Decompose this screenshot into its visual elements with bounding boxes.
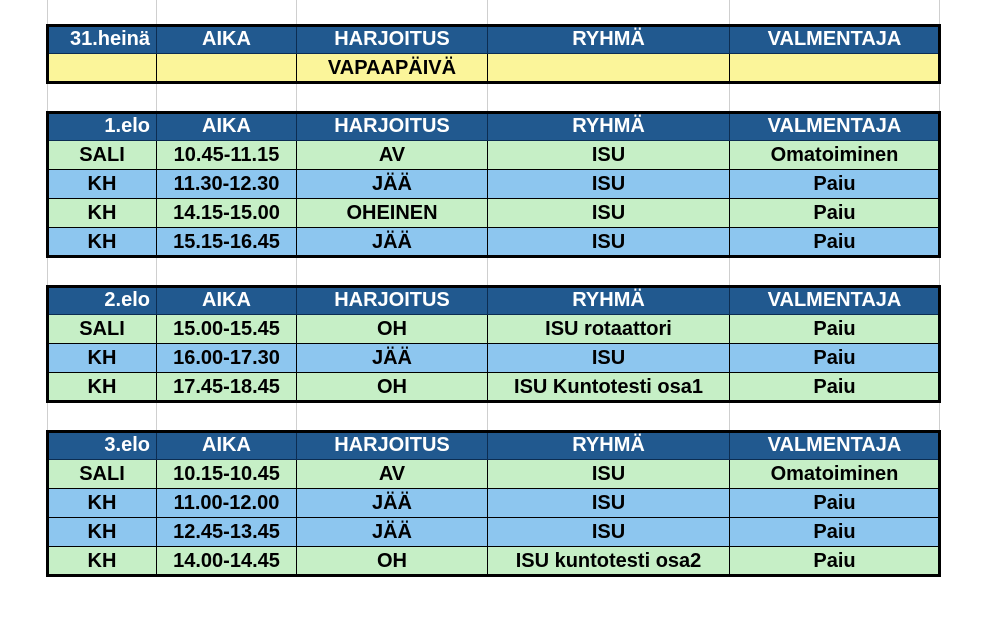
empty-cell [488,402,730,431]
exercise-cell: JÄÄ [297,518,488,547]
col-time-header: AIKA [157,112,297,141]
exercise-cell: AV [297,460,488,489]
time-cell: 11.00-12.00 [157,489,297,518]
exercise-cell: OH [297,547,488,576]
exercise-cell: AV [297,141,488,170]
exercise-cell: JÄÄ [297,170,488,199]
spacer-row [47,257,940,286]
empty-cell [47,83,157,112]
time-cell: 15.00-15.45 [157,315,297,344]
coach-cell: Omatoiminen [730,141,940,170]
day-header-row [47,112,940,141]
empty-cell [730,0,940,25]
group-cell: ISU [488,141,730,170]
location-cell [47,54,157,83]
group-cell: ISU [488,344,730,373]
col-exercise-header: HARJOITUS [297,286,488,315]
exercise-cell: JÄÄ [297,228,488,257]
exercise-cell: JÄÄ [297,489,488,518]
day-label: 2.elo [47,286,157,315]
col-time-header: AIKA [157,25,297,54]
table-row [47,315,940,344]
col-group-header: RYHMÄ [488,25,730,54]
empty-cell [157,402,297,431]
table-row [47,54,940,83]
group-cell [488,54,730,83]
empty-cell [730,402,940,431]
location-cell: SALI [47,315,157,344]
table-row [47,547,940,576]
col-group-header: RYHMÄ [488,431,730,460]
table-row [47,489,940,518]
time-cell: 10.45-11.15 [157,141,297,170]
exercise-cell: VAPAAPÄIVÄ [297,54,488,83]
day-label: 1.elo [47,112,157,141]
col-group-header: RYHMÄ [488,112,730,141]
day-block-3-elo [47,431,940,576]
col-coach-header: VALMENTAJA [730,25,940,54]
col-coach-header: VALMENTAJA [730,286,940,315]
day-header-row [47,431,940,460]
table-row [47,228,940,257]
empty-cell [297,257,488,286]
col-coach-header: VALMENTAJA [730,112,940,141]
coach-cell: Paiu [730,199,940,228]
time-cell: 14.00-14.45 [157,547,297,576]
day-block-31-heina [47,25,940,83]
coach-cell: Paiu [730,344,940,373]
table-row [47,141,940,170]
coach-cell: Paiu [730,547,940,576]
location-cell: KH [47,489,157,518]
group-cell: ISU Kuntotesti osa1 [488,373,730,402]
table-row [47,373,940,402]
location-cell: KH [47,344,157,373]
empty-cell [297,402,488,431]
empty-cell [730,83,940,112]
day-label: 3.elo [47,431,157,460]
coach-cell: Paiu [730,518,940,547]
location-cell: KH [47,228,157,257]
time-cell: 11.30-12.30 [157,170,297,199]
col-time-header: AIKA [157,286,297,315]
col-coach-header: VALMENTAJA [730,431,940,460]
location-cell: KH [47,547,157,576]
time-cell: 17.45-18.45 [157,373,297,402]
col-exercise-header: HARJOITUS [297,431,488,460]
table-row [47,518,940,547]
table-row [47,344,940,373]
col-group-header: RYHMÄ [488,286,730,315]
exercise-cell: OHEINEN [297,199,488,228]
time-cell: 14.15-15.00 [157,199,297,228]
group-cell: ISU [488,489,730,518]
table-row [47,199,940,228]
location-cell: SALI [47,141,157,170]
empty-cell [488,83,730,112]
col-exercise-header: HARJOITUS [297,25,488,54]
coach-cell: Paiu [730,315,940,344]
empty-cell [488,0,730,25]
empty-cell [297,83,488,112]
time-cell: 10.15-10.45 [157,460,297,489]
coach-cell: Paiu [730,170,940,199]
group-cell: ISU [488,199,730,228]
spacer-row [47,402,940,431]
coach-cell: Omatoiminen [730,460,940,489]
location-cell: KH [47,170,157,199]
day-header-row [47,286,940,315]
empty-cell [47,257,157,286]
group-cell: ISU [488,228,730,257]
schedule-sheet [47,0,940,576]
time-cell [157,54,297,83]
group-cell: ISU [488,460,730,489]
group-cell: ISU [488,518,730,547]
location-cell: SALI [47,460,157,489]
group-cell: ISU kuntotesti osa2 [488,547,730,576]
spacer-row [47,83,940,112]
group-cell: ISU [488,170,730,199]
table-row [47,170,940,199]
table-row [47,460,940,489]
day-block-2-elo [47,286,940,402]
coach-cell: Paiu [730,489,940,518]
empty-cell [297,0,488,25]
time-cell: 15.15-16.45 [157,228,297,257]
day-label: 31.heinä [47,25,157,54]
day-header-row [47,25,940,54]
location-cell: KH [47,199,157,228]
col-time-header: AIKA [157,431,297,460]
day-block-1-elo [47,112,940,257]
group-cell: ISU rotaattori [488,315,730,344]
time-cell: 16.00-17.30 [157,344,297,373]
location-cell: KH [47,373,157,402]
coach-cell: Paiu [730,373,940,402]
empty-cell [157,257,297,286]
exercise-cell: OH [297,373,488,402]
exercise-cell: JÄÄ [297,344,488,373]
coach-cell [730,54,940,83]
time-cell: 12.45-13.45 [157,518,297,547]
col-exercise-header: HARJOITUS [297,112,488,141]
empty-cell [47,402,157,431]
empty-cell [157,0,297,25]
empty-cell [730,257,940,286]
empty-cell [47,0,157,25]
exercise-cell: OH [297,315,488,344]
location-cell: KH [47,518,157,547]
empty-cell [488,257,730,286]
coach-cell: Paiu [730,228,940,257]
empty-cell [157,83,297,112]
spacer-row [47,0,940,25]
